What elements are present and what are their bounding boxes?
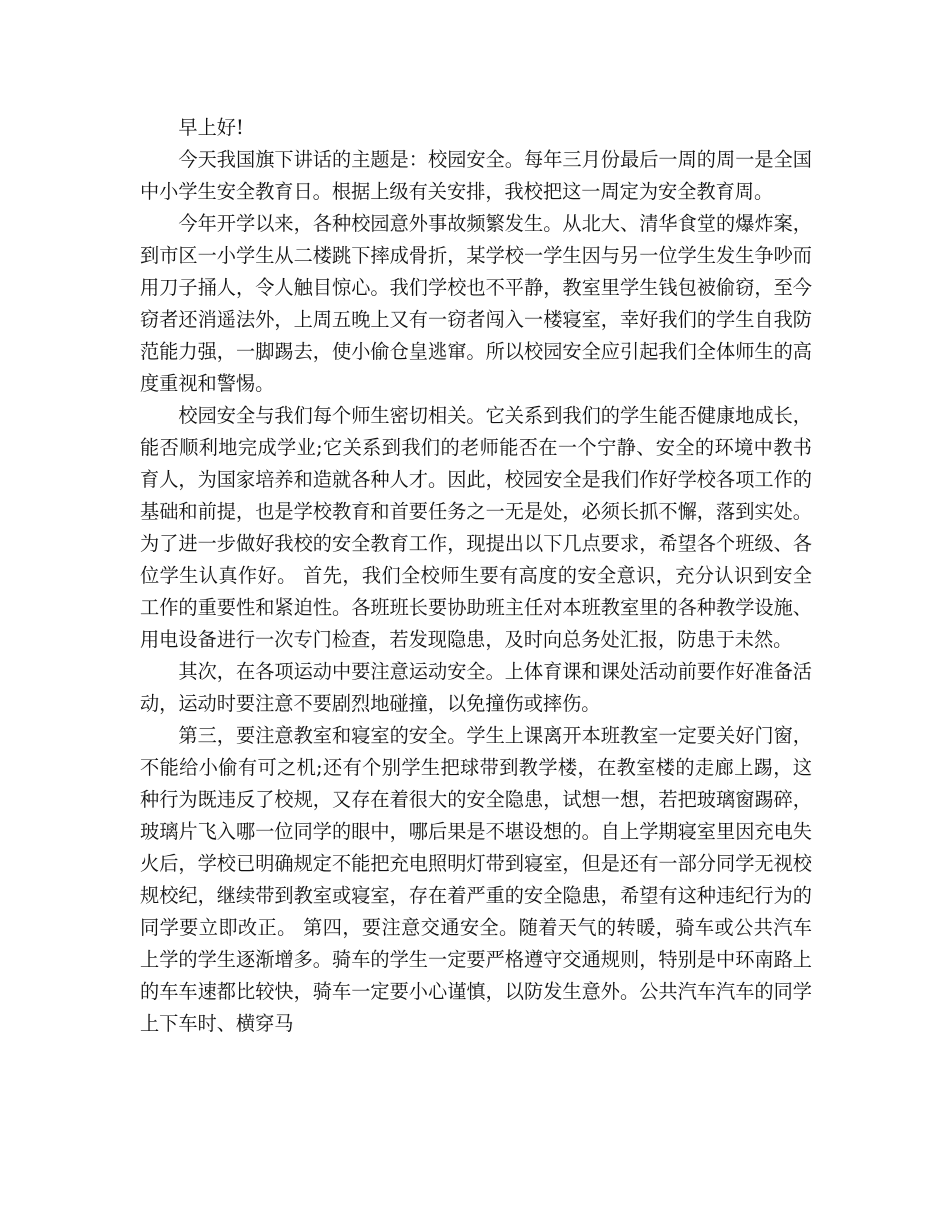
classroom-dorm-safety-paragraph: 第三，要注意教室和寝室的安全。学生上课离开本班教室一定要关好门窗，不能给小偷有可之机;还有个别学生把球带到教学楼，在教室楼的走廊上踢，这种行为既违反了校规，又存在着很大的安全隐患，试想一想，若把玻璃窗踢碎，玻璃片飞入哪一位同学的眼中，哪后果是不堪设想的。自上学期寝室里因充电失火后，学校已明确规定不能把充电照明灯带到寝室，但是还有一部分同学无视校规校纪，继续带到教室或寝室，存在着严重的安全隐患，希望有这种违纪行为的同学要立即改正。 第四，要注意交通安全。随着天气的转暖，骑车或公共汽车上学的学生逐渐增多。骑车的学生一定要严格遵守交通规则，特别是中环南路上的车车速都比较快，骑车一定要小心谨慎，以防发生意外。公共汽车汽车的同学上下车时、横穿马 <box>140 724 812 1035</box>
theme-paragraph: 今天我国旗下讲话的主题是：校园安全。每年三月份最后一周的周一是全国中小学生安全教育日。根据上级有关安排，我校把这一周定为安全教育周。 <box>140 148 812 203</box>
importance-paragraph: 校园安全与我们每个师生密切相关。它关系到我们的学生能否健康地成长，能否顺利地完成学业;它关系到我们的老师能否在一个宁静、安全的环境中教书育人，为国家培养和造就各种人才。因此，校园安全是我们作好学校各项工作的基础和前提，也是学校教育和首要任务之一无是处，必须长抓不懈，落到实处。为了进一步做好我校的安全教育工作，现提出以下几点要求，希望各个班级、各位学生认真作好。 首先，我们全校师生要有高度的安全意识，充分认识到安全工作的重要性和紧迫性。各班班长要协助班主任对本班教室里的各种教学设施、用电设备进行一次专门检查，若发现隐患，及时向总务处汇报，防患于未然。 <box>140 404 812 651</box>
sports-safety-paragraph: 其次，在各项运动中要注意运动安全。上体育课和课处活动前要作好准备活动，运动时要注意不要剧烈地碰撞，以免撞伤或摔伤。 <box>140 660 812 715</box>
incidents-paragraph: 今年开学以来，各种校园意外事故频繁发生。从北大、清华食堂的爆炸案，到市区一小学生从二楼跳下摔成骨折，某学校一学生因与另一位学生发生争吵而用刀子捅人，令人触目惊心。我们学校也不平静，教室里学生钱包被偷窃，至今窃者还消遥法外，上周五晚上又有一窃者闯入一楼寝室，幸好我们的学生自我防范能力强，一脚踢去，使小偷仓皇逃窜。所以校园安全应引起我们全体师生的高度重视和警惕。 <box>140 212 812 395</box>
speech-body <box>140 112 812 1040</box>
greeting-paragraph: 早上好! <box>178 116 244 139</box>
